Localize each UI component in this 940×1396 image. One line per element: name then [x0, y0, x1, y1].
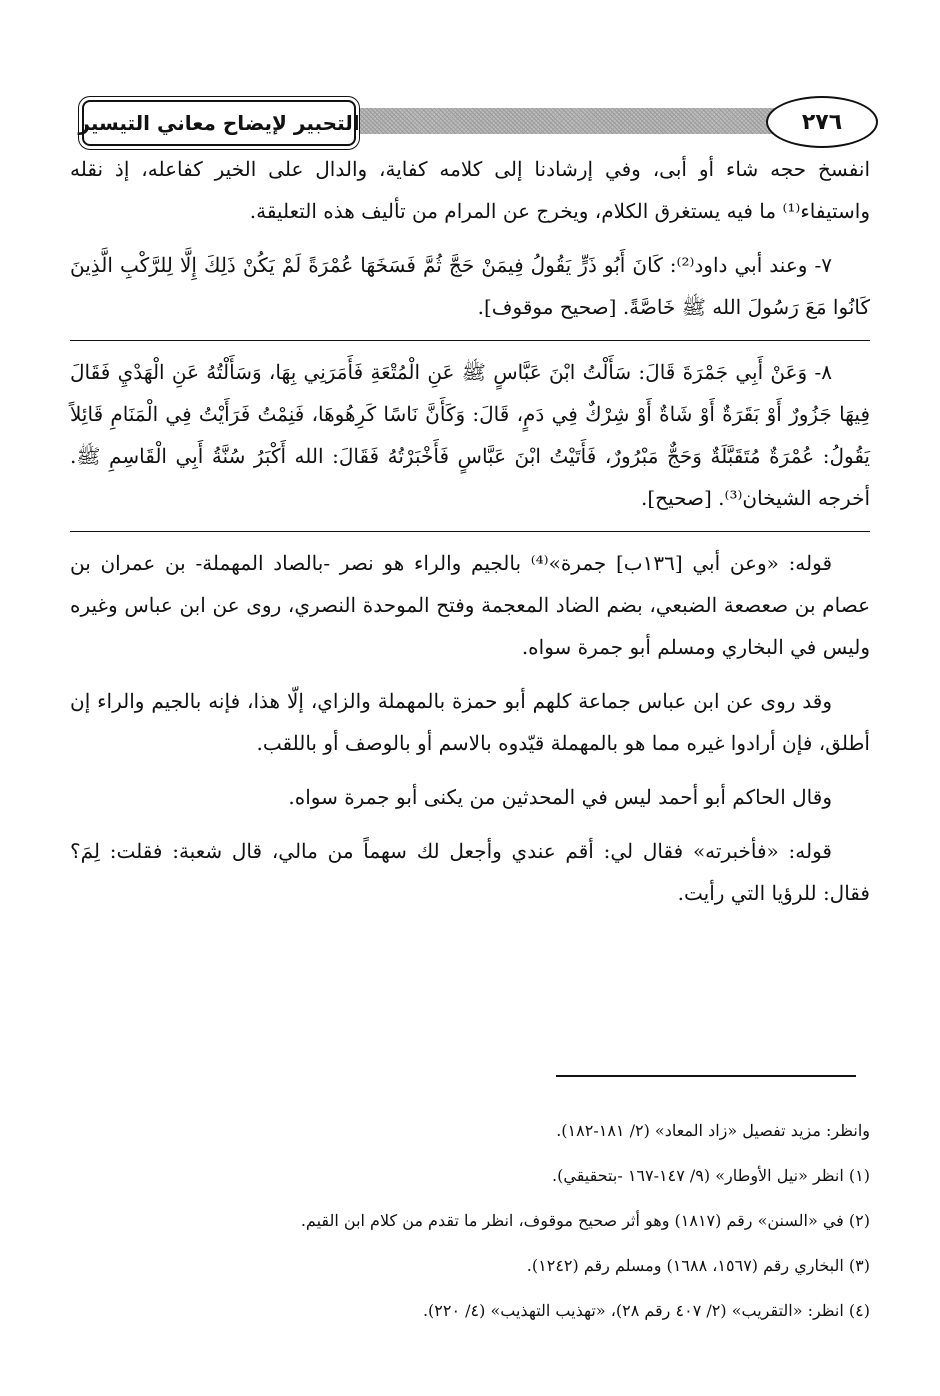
paragraph-divider	[70, 531, 870, 532]
paragraph-commentary-4: قوله: «فأخبرته» فقال لي: أقم عندي وأجعل لك سهماً من مالي، قال شعبة: فقلت: لِمَ؟ فقال: للرؤيا التي رأيت.	[70, 839, 870, 905]
paragraph-commentary-1: قوله: «وعن أبي [١٣٦ب] جمرة»⁽⁴⁾ بالجيم والراء هو نصر -بالصاد المهملة- بن عمران بن عصام بن صعصعة الضبعي، بضم الضاد المعجمة وفتح الموحدة النصري، روى عن ابن عباس وغيره وليس في البخاري ومسلم أبو جمرة سواه.	[70, 551, 870, 659]
footnote-item: (٢) في «السنن» رقم (١٨١٧) وهو أثر صحيح موقوف، انظر ما تقدم من كلام ابن القيم.	[300, 1211, 870, 1230]
footnote-item: (٤) انظر: «التقريب» (٢/ ٤٠٧ رقم ٢٨)، «تهذيب التهذيب» (٤/ ٢٢٠).	[422, 1301, 870, 1320]
paragraph-commentary-3: وقال الحاكم أبو أحمد ليس في المحدثين من يكنى أبو جمرة سواه.	[288, 785, 832, 809]
page-header	[78, 96, 878, 148]
page-number: ٢٧٦	[766, 96, 878, 148]
footnote-item: (١) انظر «نيل الأوطار» (٩/ ١٤٧-١٦٧ -بتحقيقي).	[552, 1166, 870, 1185]
header-decorative-band	[328, 108, 808, 134]
paragraph-hadith-8: ٨- وَعَنْ أَبِي جَمْرَةَ قَالَ: سَأَلْتُ ابْنَ عَبَّاسٍ ﷺ عَنِ الْمُتْعَةِ فَأَمَرَنِي بِهَا، وَسَأَلْتُهُ عَنِ الْهَدْيِ فَقَالَ فِيهَا جَزُورٌ أَوْ بَقَرَةٌ أَوْ شَاةٌ أَوْ شِرْكٌ فِي دَمٍ، قَالَ: وَكَأَنَّ نَاسًا كَرِهُوهَا، فَنِمْتُ فَرَأَيْتُ فِي الْمَنَامِ قَائِلاً يَقُولُ: عُمْرَةٌ مُتَقَبَّلَةٌ وَحَجٌّ مَبْرُورٌ، فَأَتَيْتُ ابْنَ عَبَّاسٍ فَأَخْبَرْتُهُ فَقَالَ: الله أَكْبَرُ سُنَّةُ أَبِي الْقَاسِمِ ﷺ. أخرجه الشيخان⁽³⁾. [صحيح].	[70, 360, 870, 510]
footnotes	[70, 1108, 870, 1333]
paragraph-hadith-7: ٧- وعند أبي داود⁽²⁾: كَانَ أَبُو ذَرٍّ يَقُولُ فِيمَنْ حَجَّ ثُمَّ فَسَخَهَا عُمْرَةً لَمْ يَكُنْ ذَلِكَ إِلَّا لِلرَّكْبِ الَّذِينَ كَانُوا مَعَ رَسُولَ الله ﷺ خَاصَّةً. [صحيح موقوف].	[70, 253, 870, 319]
book-title: التحبير لإيضاح معاني التيسير	[82, 100, 356, 146]
paragraph-divider	[70, 340, 870, 341]
paragraph-continuation: انفسخ حجه شاء أو أبى، وفي إرشادنا إلى كلامه كفاية، والدال على الخير كفاعله، إذ نقله واستيفاء⁽¹⁾ ما فيه يستغرق الكلام، ويخرج عن المرام من تأليف هذه التعليقة.	[70, 157, 870, 223]
paragraph-commentary-2: وقد روى عن ابن عباس جماعة كلهم أبو حمزة بالمهملة والزاي، إلّا هذا، فإنه بالجيم والراء إن أطلق، فإن أرادوا غيره مما هو بالمهملة قيّدوه بالاسم أو بالوصف أو باللقب.	[70, 689, 870, 755]
footnote-separator	[556, 1075, 856, 1077]
main-text	[70, 148, 870, 926]
footnote-item: (٣) البخاري رقم (١٥٦٧، ١٦٨٨) ومسلم رقم (١٢٤٢).	[526, 1256, 870, 1275]
footnote-item: وانظر: مزيد تفصيل «زاد المعاد» (٢/ ١٨١-١٨٢).	[556, 1121, 870, 1140]
